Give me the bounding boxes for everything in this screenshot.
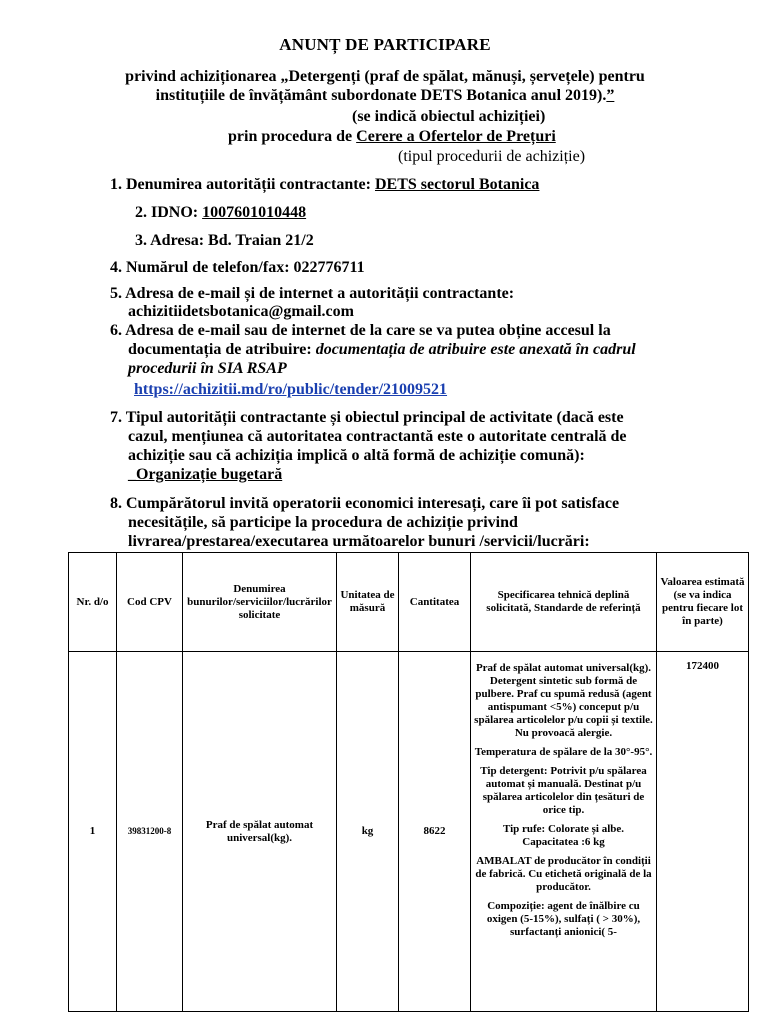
item-8-line-3: livrarea/prestarea/executarea următoarelor bunuri /servicii/lucrări:: [128, 533, 590, 550]
item-1: [110, 176, 539, 194]
contracting-email: achizitiidetsbotanica@gmail.com: [128, 303, 354, 320]
subject-object-1: „Detergenți (praf de spălat, mănuși, șervețele) pentru: [280, 68, 645, 85]
header-nr: Nr. d/o: [69, 553, 117, 652]
table-row: [69, 652, 749, 1012]
tender-link[interactable]: [134, 381, 447, 399]
item-7-line-2: cazul, mențiunea că autoritatea contractantă este o autoritate centrală de: [128, 428, 627, 445]
subject-object-end: ”: [606, 87, 615, 104]
header-qty: Cantitatea: [399, 553, 471, 652]
header-spec: Specificarea tehnică deplină solicitată, Standarde de referință: [471, 553, 657, 652]
procedure-line: [228, 128, 556, 146]
table-header-row: [69, 553, 749, 652]
subject-line-1: [0, 68, 770, 86]
subject-line-2: [0, 87, 770, 105]
header-name: Denumirea bunurilor/serviciilor/lucrărilor solicitate: [183, 553, 337, 652]
cell-nr: 1: [69, 652, 117, 1012]
item-7-line-1: 7. Tipul autorității contractante și obiectul principal de activitate (dacă este: [110, 409, 624, 426]
cell-value: 172400: [657, 652, 749, 1012]
idno-value: 1007601010448: [202, 204, 307, 221]
authority-name: DETS sectorul Botanica: [374, 176, 540, 193]
procedure-note: (tipul procedurii de achiziție): [398, 148, 586, 165]
cell-spec: [471, 652, 657, 1012]
spec-paragraph: Compoziție: agent de înălbire cu oxigen (5-15%), sulfați ( > 30%), surfactanți anionici( 5-: [486, 900, 641, 938]
page-title: ANUNȚ DE PARTICIPARE: [279, 35, 491, 54]
spec-paragraph: Praf de spălat automat universal(kg). Detergent sintetic sub formă de pulbere. Praf cu spumă redusă (agent antispumant <5%) conceput p/u spălarea articolelor p/u copii și textile. Nu provoacă alergie.: [474, 662, 653, 739]
procedure-prefix: prin procedura de: [228, 128, 357, 145]
spec-paragraph: Tip rufe: Colorate și albe. Capacitatea :6 kg: [502, 823, 625, 848]
cell-qty: 8622: [399, 652, 471, 1012]
procedure-name: Cerere a Ofertelor de Prețuri: [356, 128, 556, 145]
item-6-label: documentația de atribuire:: [128, 341, 316, 358]
spec-paragraph: AMBALAT de producător în condiții de fabrică. Cu etichetă originală de la producător.: [475, 855, 652, 893]
cell-unit: kg: [337, 652, 399, 1012]
item-2: [135, 204, 306, 222]
item-8-line-1: 8. Cumpărătorul invită operatorii economici interesați, care îi pot satisface: [110, 495, 620, 512]
tender-link-text[interactable]: https://achizitii.md/ro/public/tender/21009521: [134, 381, 448, 398]
spec-paragraph: Tip detergent: Potrivit p/u spălarea automat și manuală. Destinat p/u spălarea articolelor din țesături de orice tip.: [480, 765, 647, 816]
header-unit: Unitatea de măsură: [337, 553, 399, 652]
header-cpv: Cod CPV: [117, 553, 183, 652]
cell-cpv: 39831200-8: [117, 652, 183, 1012]
item-2-label: 2. IDNO:: [135, 204, 203, 221]
authority-type: _Organizație bugetară: [128, 466, 283, 483]
item-1-label: 1. Denumirea autorității contractante:: [110, 176, 375, 193]
subject-object-2: instituțiile de învățământ subordonate DETS Botanica anul 2019).: [155, 87, 607, 104]
item-4: 4. Numărul de telefon/fax: 022776711: [110, 259, 365, 276]
cell-name: Praf de spălat automat universal(kg).: [183, 652, 337, 1012]
items-table: [68, 552, 749, 1012]
item-6-line-2: [128, 341, 636, 359]
item-3: 3. Adresa: Bd. Traian 21/2: [135, 232, 314, 249]
header-value: Valoarea estimată (se va indica pentru fiecare lot în parte): [657, 553, 749, 652]
subject-note: (se indică obiectul achiziției): [352, 108, 546, 125]
item-6-line-1: 6. Adresa de e-mail sau de internet de la care se va putea obține accesul la: [110, 322, 611, 339]
subject-prefix: privind achiziționarea: [125, 68, 281, 85]
item-6-italic-1: documentația de atribuire este anexată în cadrul: [315, 341, 636, 358]
item-8-line-2: necesitățile, să participe la procedura de achiziție privind: [128, 514, 518, 531]
spec-paragraph: Temperatura de spălare de la 30°-95°.: [474, 746, 653, 758]
item-7-line-3: achiziție sau că achiziția implică o altă formă de achiziție comună):: [128, 447, 585, 464]
item-5-line-1: 5. Adresa de e-mail și de internet a autorității contractante:: [110, 285, 515, 302]
item-6-line-3: procedurii în SIA RSAP: [128, 360, 287, 377]
